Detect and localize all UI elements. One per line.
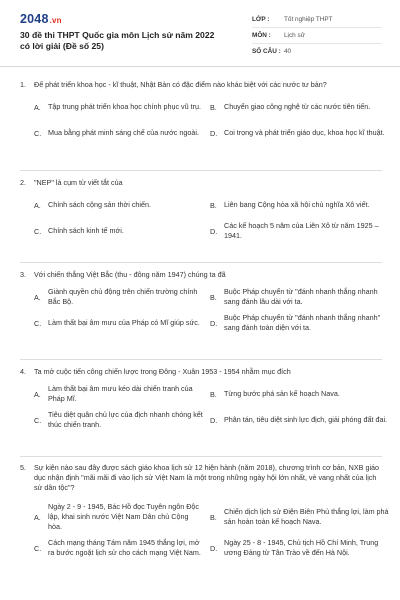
option-text: Chuyển giao công nghệ từ các nước tiên tiến. [224,102,371,111]
option-letter: D. [210,318,218,328]
meta-row-grade [252,12,382,28]
logo-main: 2048 [20,12,49,26]
question-divider [20,170,382,171]
meta-row-subject [252,28,382,44]
site-logo[interactable] [20,12,62,26]
option-letter: A. [34,292,41,302]
question-5 [20,463,389,558]
answer-option-a[interactable] [34,97,204,117]
option-letter: A. [34,512,41,522]
option-text: Coi trọng và phát triển giáo dục, khoa học kĩ thuật. [224,128,385,137]
option-text: Các kế hoạch 5 năm của Liên Xô từ năm 1925 – 1941. [224,221,379,240]
exam-meta-table [252,12,382,59]
option-text: Từng bước phá sản kế hoạch Nava. [224,389,340,398]
meta-value: Lịch sử [284,32,305,39]
question-2 [20,178,382,241]
question-number: 3. [20,270,26,279]
option-text: Giành quyền chủ động trên chiến trường chính Bắc Bộ. [48,287,198,306]
answer-option-c[interactable] [34,221,204,241]
option-letter: B. [210,200,217,210]
meta-value: Tốt nghiệp THPT [284,16,333,23]
answer-option-b[interactable] [210,195,390,215]
meta-row-count [252,44,382,59]
meta-value: 40 [284,48,292,55]
option-letter: C. [34,128,42,138]
question-divider [20,359,382,360]
option-text: Ngày 25 - 8 - 1945, Chủ tịch Hồ Chí Minh, Trung ương Đảng từ Tân Trào về đến Hà Nội. [224,538,379,557]
question-4 [20,367,388,430]
option-text: Mua bằng phát minh sáng chế của nước ngoài. [48,128,199,137]
answer-option-b[interactable] [210,384,390,404]
question-text: Sự kiện nào sau đây được sách giáo khoa lịch sử 12 hiện hành (năm 2018), chương trình cơ bản, NXB giáo dục nhận định "mãi mãi đi vào lịch sử Việt Nam là một trong những ngày hội lớn nhất, vẻ vang nhất của lịch sử dân tộc"? [34,463,380,492]
option-letter: B. [210,292,217,302]
option-letter: C. [34,318,42,328]
option-letter: A. [34,200,41,210]
question-text: Với chiến thắng Việt Bắc (thu - đông năm 1947) chúng ta đã [34,270,226,279]
answer-option-b[interactable] [210,287,390,307]
option-letter: B. [210,389,217,399]
option-text: Ngày 2 - 9 - 1945, Bác Hồ đọc Tuyên ngôn Độc lập, khai sinh nước Việt Nam Dân chủ Cộng hòa. [48,502,200,531]
option-text: Chính sách cộng sản thời chiến. [48,200,152,209]
question-number: 4. [20,367,26,376]
question-divider [20,262,382,263]
option-letter: C. [34,226,42,236]
answer-option-c[interactable] [34,410,204,430]
question-number: 1. [20,80,26,89]
question-number: 5. [20,463,26,472]
question-3 [20,270,382,333]
option-text: Cách mạng tháng Tám năm 1945 thắng lợi, mở ra bước ngoặt lịch sử cho cách mạng Việt Nam. [48,538,201,557]
option-text: Tiêu diệt quân chủ lực của địch nhanh chóng kết thúc chiến tranh. [48,410,203,429]
answer-option-a[interactable] [34,384,204,404]
option-text: Chiến dịch lịch sử Điện Biên Phủ thắng lợi, làm phá sản hoàn toàn kế hoạch Nava. [224,507,389,526]
option-letter: A. [34,102,41,112]
answer-option-d[interactable] [210,410,390,430]
option-text: Liên bang Cộng hòa xã hội chủ nghĩa Xô viết. [224,200,370,209]
option-letter: C. [34,543,42,553]
option-text: Tập trung phát triển khoa học chính phục vũ trụ. [48,102,202,111]
answer-option-d[interactable] [210,538,390,558]
question-divider [20,456,382,457]
answer-option-d[interactable] [210,313,390,333]
option-text: Làm thất bại âm mưu kéo dài chiến tranh của Pháp Mĩ. [48,384,193,403]
answer-option-d[interactable] [210,221,390,241]
logo-tld: .vn [49,16,62,25]
option-letter: A. [34,389,41,399]
option-letter: D. [210,543,218,553]
answer-option-c[interactable] [34,123,204,143]
question-text: Để phát triển khoa học - kĩ thuật, Nhật Bản có đặc điểm nào khác biệt với các nước tư bản? [34,80,327,89]
question-number: 2. [20,178,26,187]
answer-option-b[interactable] [210,502,390,532]
page-title: 30 đề thi THPT Quốc gia môn Lịch sử năm 2022 có lời giải (Đề số 25) [20,30,215,51]
question-text: "NEP" là cụm từ viết tắt của [34,178,123,187]
option-letter: B. [210,512,217,522]
question-text: Ta mở cuộc tiến công chiến lược trong Đông - Xuân 1953 - 1954 nhằm mục đích [34,367,291,376]
question-1 [20,80,385,143]
option-text: Buộc Pháp chuyển từ "đánh nhanh thắng nhanh" sang đánh toàn diện với ta. [224,313,381,332]
answer-option-b[interactable] [210,97,390,117]
option-letter: D. [210,226,218,236]
answer-option-c[interactable] [34,313,204,333]
answer-option-d[interactable] [210,123,390,143]
meta-label: MÔN : [252,32,271,39]
worksheet-header [0,0,400,67]
option-text: Chính sách kinh tế mới. [48,226,124,235]
answer-option-a[interactable] [34,502,204,532]
option-letter: D. [210,128,218,138]
meta-label: LỚP : [252,16,270,23]
meta-label: SỐ CÂU : [252,48,281,55]
option-text: Phân tán, tiêu diệt sinh lực địch, giải phóng đất đai. [224,415,388,424]
answer-option-a[interactable] [34,287,204,307]
option-letter: B. [210,102,217,112]
answer-option-a[interactable] [34,195,204,215]
option-text: Làm thất bại âm mưu của Pháp có Mĩ giúp sức. [48,318,200,327]
option-letter: D. [210,415,218,425]
answer-option-c[interactable] [34,538,204,558]
option-letter: C. [34,415,42,425]
option-text: Buộc Pháp chuyển từ "đánh nhanh thắng nhanh sang đánh lâu dài với ta. [224,287,378,306]
